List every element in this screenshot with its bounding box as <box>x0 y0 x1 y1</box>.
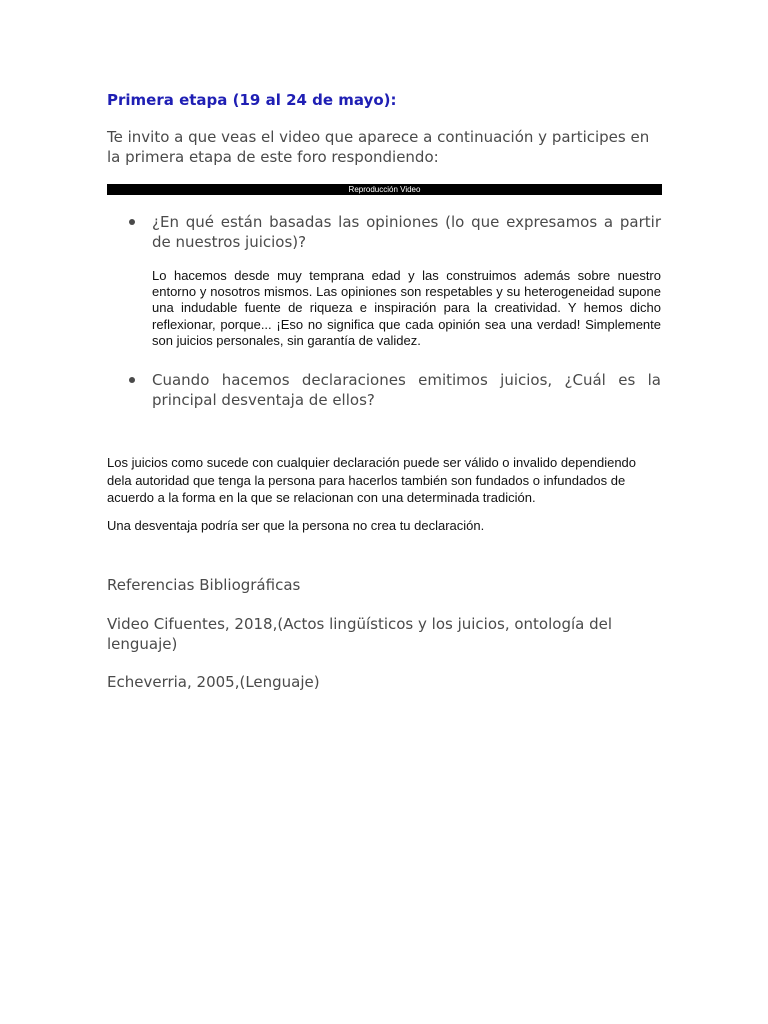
reference-item: Echeverria, 2005,(Lenguaje) <box>107 673 320 691</box>
references-title: Referencias Bibliográficas <box>107 576 301 594</box>
intro-paragraph: Te invito a que veas el video que aparece a continuación y participes en la primera etapa de este foro respondiendo: <box>107 128 650 166</box>
section-heading: Primera etapa (19 al 24 de mayo): <box>107 91 397 109</box>
question-item: ¿En qué están basadas las opiniones (lo que expresamos a partir de nuestros juicios)? <box>152 213 661 251</box>
answer-paragraph: Lo hacemos desde muy temprana edad y las construimos además sobre nuestro entorno y nosotros mismos. Las opiniones son respetables y su heterogeneidad supone una indudable fuente de riqueza e inspiración para la creatividad. Y hemos dicho reflexionar, porque... ¡Eso no significa que cada opinión sea una verdad! Simplemente son juicios personales, sin garantía de validez. <box>152 268 661 348</box>
reply-paragraph: Los juicios como sucede con cualquier declaración puede ser válido o invalido dependiendo dela autoridad que tenga la persona para hacerlos también son fundados o infundados de acuerdo a la forma en la que se relacionan con una determinada tradición. <box>107 455 637 505</box>
reference-item: Video Cifuentes, 2018,(Actos lingüísticos y los juicios, ontología del lenguaje) <box>107 615 613 653</box>
bullet-icon <box>129 219 135 225</box>
video-playback-bar[interactable]: Reproducción Video <box>107 184 662 195</box>
question-item: Cuando hacemos declaraciones emitimos juicios, ¿Cuál es la principal desventaja de ellos? <box>152 371 661 409</box>
bullet-icon <box>129 377 135 383</box>
reply-paragraph: Una desventaja podría ser que la persona no crea tu declaración. <box>107 518 485 533</box>
